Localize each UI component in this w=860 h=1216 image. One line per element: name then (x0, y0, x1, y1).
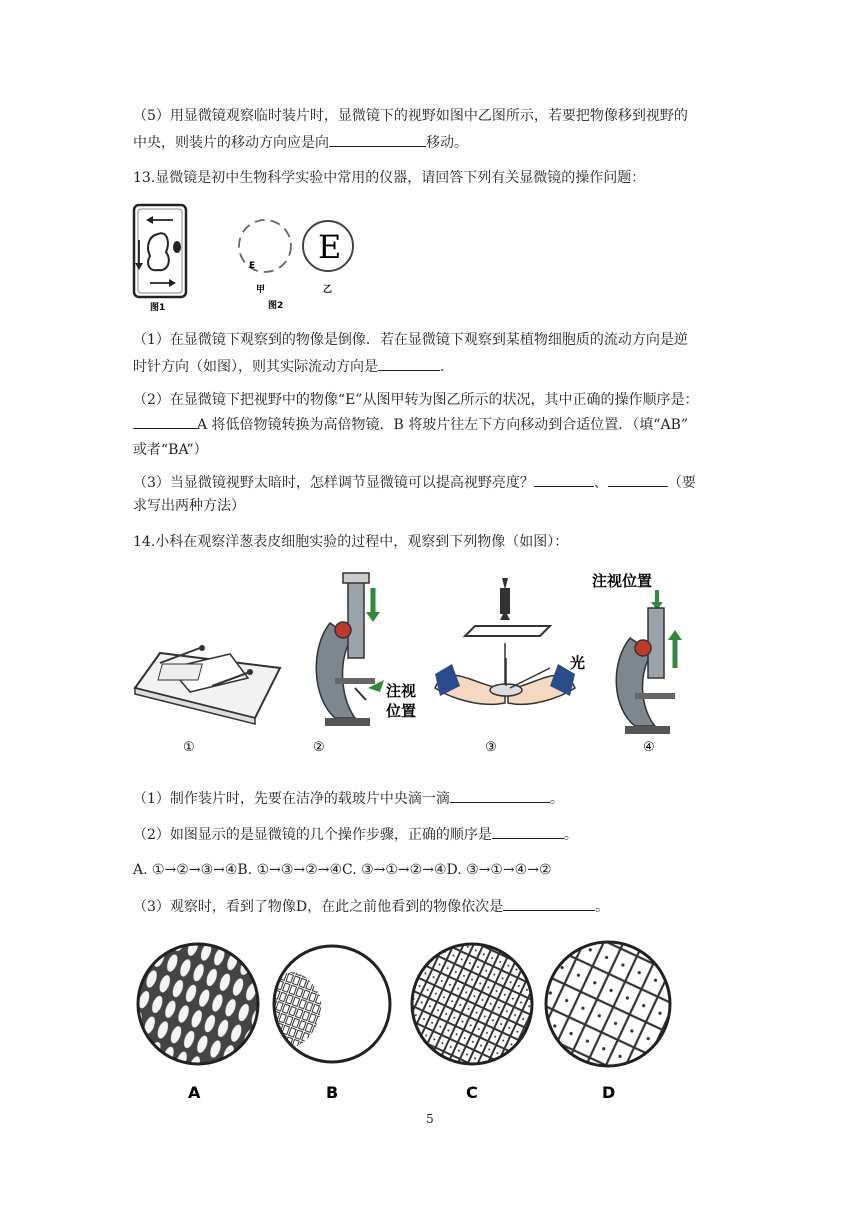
step4-microscope (616, 590, 682, 734)
q13-figure (128, 200, 368, 318)
cell-view-a (138, 944, 258, 1064)
q14-p1-end: 。 (549, 791, 564, 807)
step-num-4: ④ (643, 740, 655, 755)
q12-5-text: 中央，则装片的移动方向应是向 (133, 135, 329, 151)
answer-blank[interactable] (133, 414, 197, 429)
cell-label-a: A (188, 1083, 201, 1102)
watch-label-b: 位置 (386, 702, 417, 720)
watch-label-top: 注视位置 (592, 572, 653, 590)
answer-blank[interactable] (378, 356, 440, 371)
light-label: 光 (570, 654, 586, 672)
answer-blank[interactable] (450, 788, 550, 803)
q13-p2-line2 (133, 414, 688, 435)
q12-5-line2 (133, 132, 468, 153)
answer-blank[interactable] (608, 472, 668, 487)
q14-p3-text: （3）观察时，看到了物像D，在此之前他看到的物像依次是 (133, 899, 504, 915)
q14-p1-text: （1）制作装片时，先要在洁净的载玻片中央滴一滴 (133, 791, 450, 807)
cell-label-b: B (326, 1083, 339, 1102)
step3-mirror (435, 578, 575, 704)
q13-p1-end: ． (440, 359, 454, 375)
q13-p3-line1 (133, 472, 696, 493)
down-arrow-icon (366, 612, 380, 622)
nucleus (173, 241, 181, 253)
label-yi: 乙 (323, 285, 333, 295)
step-num-2: ② (313, 740, 325, 755)
cell-view-d (546, 942, 670, 1066)
step-num-3: ③ (485, 740, 497, 755)
fig1-caption: 图1 (150, 303, 166, 313)
step1-slide (135, 645, 280, 724)
fig2-caption: 图2 (268, 301, 284, 311)
q13-p2-line1: （2）在显微镜下把视野中的物像“E”从图甲转为图乙所示的状况，其中正确的操作顺序是： (133, 392, 699, 408)
cytoplasm-blob (148, 233, 169, 270)
view-jia (239, 220, 291, 272)
q14-stem: 14.小科在观察洋葱表皮细胞实验的过程中，观察到下列物像（如图）： (133, 534, 569, 550)
q14-microscope-figure (130, 568, 710, 760)
q14-p2-end: 。 (563, 827, 578, 843)
q14-cell-views (130, 936, 690, 1106)
answer-blank[interactable] (329, 132, 426, 147)
q12-5-text-end: 移动。 (426, 135, 468, 151)
small-e: E (249, 261, 256, 271)
cell-view-c (412, 944, 532, 1064)
answer-blank[interactable] (503, 896, 595, 911)
q12-5-line1: （5）用显微镜观察临时装片时，显微镜下的视野如图中乙图所示，若要把物像移到视野的 (133, 108, 688, 124)
q13-p2-line3: 或者“BA”） (133, 442, 208, 458)
step-num-1: ① (183, 740, 195, 755)
q14-p2 (133, 824, 578, 845)
q13-p3-tail: （要 (667, 475, 696, 491)
q14-p3-end: 。 (595, 899, 610, 915)
q13-p3-text: （3）当显微镜视野太暗时，怎样调节显微镜可以提高视野亮度？ (133, 475, 534, 491)
up-arrow-icon (668, 630, 682, 640)
cell-label-d: D (602, 1083, 616, 1102)
label-jia: 甲 (256, 285, 266, 295)
q14-p1 (133, 788, 564, 809)
big-e: E (318, 228, 342, 266)
page-number: 5 (426, 1112, 434, 1126)
q14-p3 (133, 896, 609, 917)
cell-view-b (270, 946, 390, 1062)
q13-stem: 13.显微镜是初中生物科学实验中常用的仪器，请回答下列有关显微镜的操作问题： (133, 170, 646, 186)
q13-p3-sep: 、 (593, 475, 608, 491)
cell-label-c: C (466, 1083, 478, 1102)
q13-p2-text: A 将低倍物镜转换为高倍物镜．B 将玻片往左下方向移动到合适位置．（填“AB” (197, 417, 689, 433)
watch-label-a: 注视 (386, 682, 417, 700)
q13-p1-text: 时针方向（如图），则其实际流动方向是 (133, 359, 378, 375)
q13-p3-line2: 求写出两种方法） (133, 498, 245, 514)
q13-p1-line2 (133, 356, 454, 377)
answer-blank[interactable] (534, 472, 594, 487)
step2-microscope (316, 573, 384, 726)
q14-p2-text: （2）如图显示的是显微镜的几个操作步骤，正确的顺序是 (133, 827, 492, 843)
q14-options: A. ①→②→③→④B. ①→③→②→④C. ③→①→②→④D. ③→①→④→② (133, 862, 552, 878)
answer-blank[interactable] (492, 824, 564, 839)
q13-p1-line1: （1）在显微镜下观察到的物像是倒像．若在显微镜下观察到某植物细胞质的流动方向是逆 (133, 332, 688, 348)
